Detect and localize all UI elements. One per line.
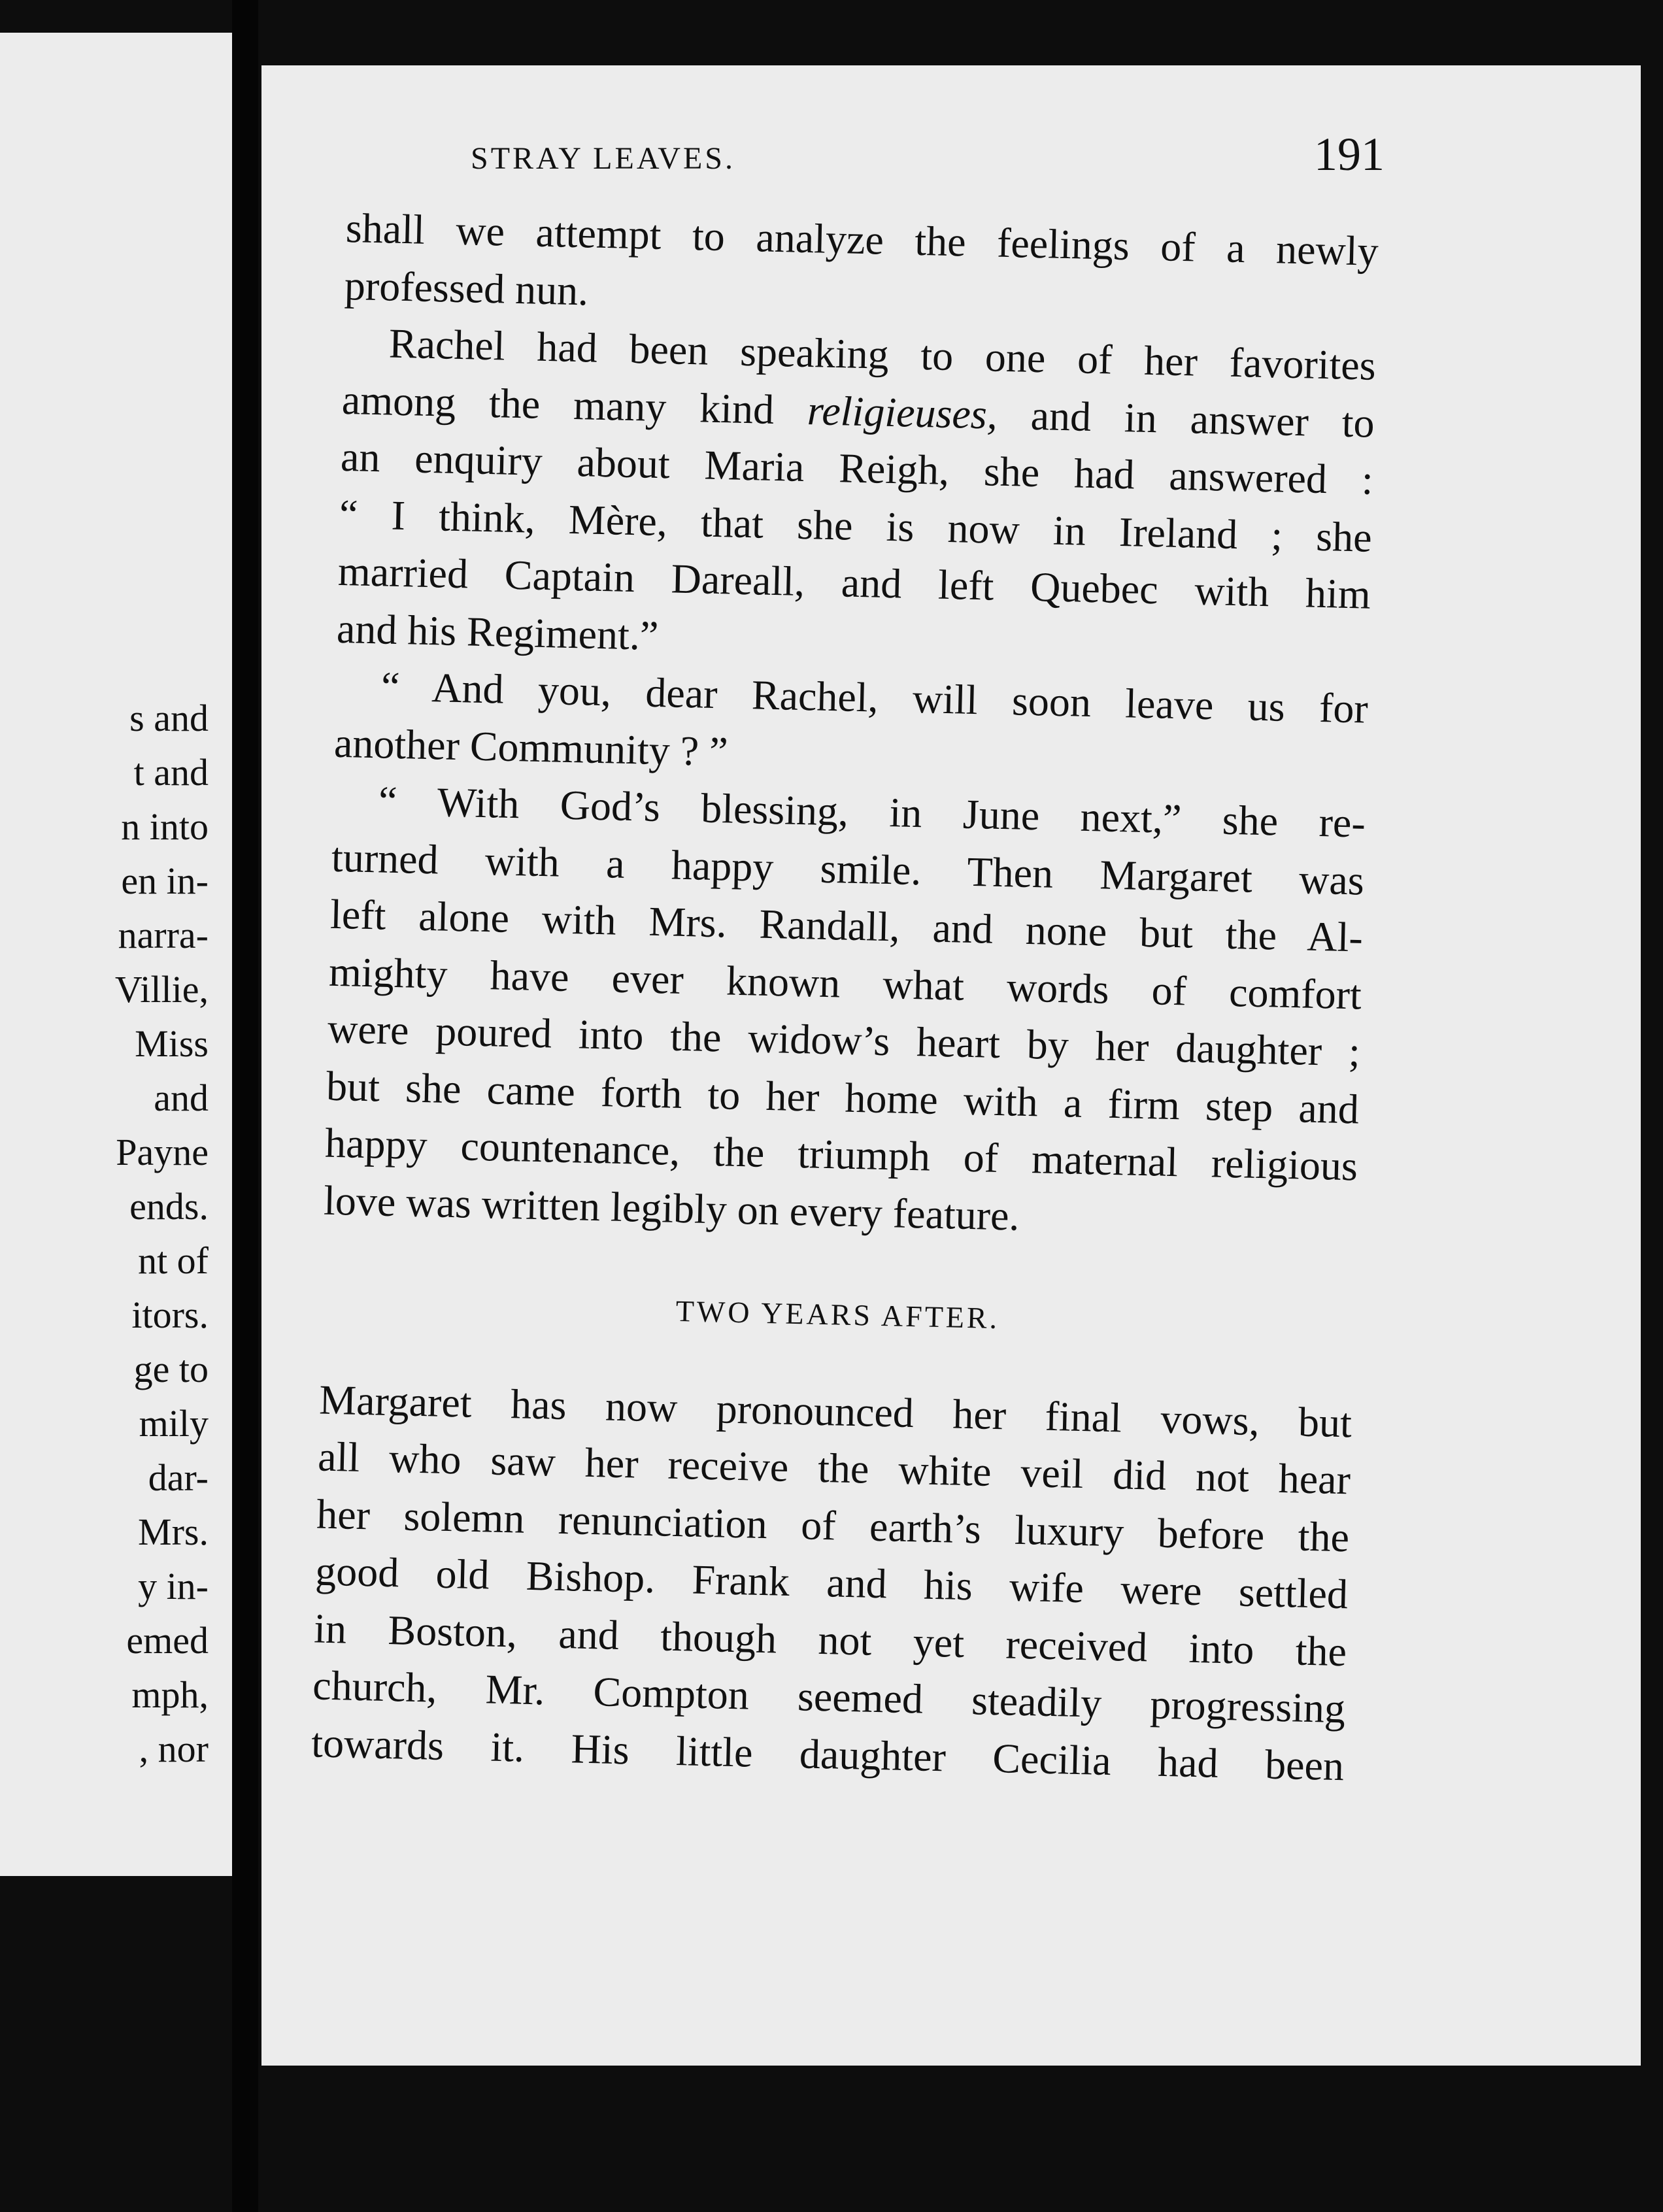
left-text-fragment: Miss	[135, 1022, 209, 1065]
text-line: “ With God’s blessing, in June next,” she re-	[378, 777, 1366, 846]
left-text-fragment: Villie,	[114, 968, 209, 1011]
running-head: STRAY LEAVES.	[471, 141, 735, 176]
text-line: mighty have ever known what words of comfort	[328, 948, 1362, 1018]
page-number: 191	[1314, 128, 1385, 180]
text-line: were poured into the widow’s heart by her daughter ;	[327, 1005, 1361, 1075]
text-line: married Captain Dareall, and left Quebec with him	[337, 547, 1371, 618]
left-text-fragment: and	[154, 1077, 209, 1119]
left-text-fragment: ge to	[133, 1348, 209, 1390]
left-text-fragment: en in-	[121, 860, 209, 902]
text-line: towards it. His little daughter Cecilia had been	[311, 1718, 1345, 1789]
text-line: Margaret has now pronounced her final vows, but	[318, 1376, 1352, 1446]
text-line: and his Regiment.”	[336, 605, 660, 659]
text-line: good old Bishop. Frank and his wife were settled	[314, 1547, 1349, 1618]
text-line: “ I think, Mère, that she is now in Ireland ; she	[339, 490, 1373, 561]
text-span: among the many kind	[341, 376, 808, 433]
text-line: turned with a happy smile. Then Margaret was	[331, 833, 1365, 904]
left-text-fragment: emed	[126, 1619, 209, 1662]
left-text-fragment: narra-	[118, 914, 209, 956]
left-text-fragment: mph,	[131, 1673, 209, 1716]
left-text-fragment: Mrs.	[138, 1511, 209, 1553]
italic-word: religieuses,	[807, 386, 998, 438]
section-heading: TWO YEARS AFTER.	[675, 1294, 1000, 1335]
left-text-fragment: itors.	[131, 1294, 209, 1336]
text-line: another Community ? ”	[333, 719, 729, 775]
text-line: Rachel had been speaking to one of her favorites	[388, 320, 1377, 389]
text-span: and in answer to	[997, 391, 1375, 446]
text-line: shall we attempt to analyze the feelings of a newly	[345, 204, 1379, 275]
text-line: left alone with Mrs. Randall, and none but the Al-	[329, 890, 1364, 961]
text-line: an enquiry about Maria Reigh, she had answered :	[340, 433, 1374, 503]
left-text-fragment: Payne	[116, 1131, 209, 1173]
left-text-fragment: s and	[129, 697, 209, 739]
left-text-fragment: n into	[121, 805, 209, 848]
left-text-fragment: mily	[139, 1402, 209, 1445]
text-line: in Boston, and though not yet received into the	[313, 1604, 1347, 1675]
page-gutter	[232, 0, 258, 2212]
left-text-fragment: , nor	[139, 1728, 209, 1770]
text-line: happy countenance, the triumph of maternal religious	[324, 1119, 1358, 1190]
left-text-fragment: ends.	[129, 1185, 209, 1228]
text-line: all who saw her receive the white veil did not hear	[317, 1433, 1351, 1503]
left-text-fragment: t and	[133, 751, 209, 794]
text-line: church, Mr. Compton seemed steadily progressing	[312, 1662, 1346, 1732]
page-body	[311, 199, 1379, 1794]
text-line: professed nun.	[344, 261, 589, 314]
text-line: love was written legibly on every feature.	[323, 1177, 1020, 1239]
facing-page-fragment	[0, 33, 232, 1876]
text-line: “ And you, dear Rachel, will soon leave us for	[380, 663, 1369, 732]
left-text-fragment: dar-	[148, 1456, 209, 1499]
text-line: but she came forth to her home with a firm step and	[326, 1062, 1360, 1132]
left-text-fragment: nt of	[138, 1239, 209, 1282]
left-text-fragment: y in-	[138, 1565, 209, 1607]
text-line: her solemn renunciation of earth’s luxury before the	[316, 1490, 1350, 1560]
